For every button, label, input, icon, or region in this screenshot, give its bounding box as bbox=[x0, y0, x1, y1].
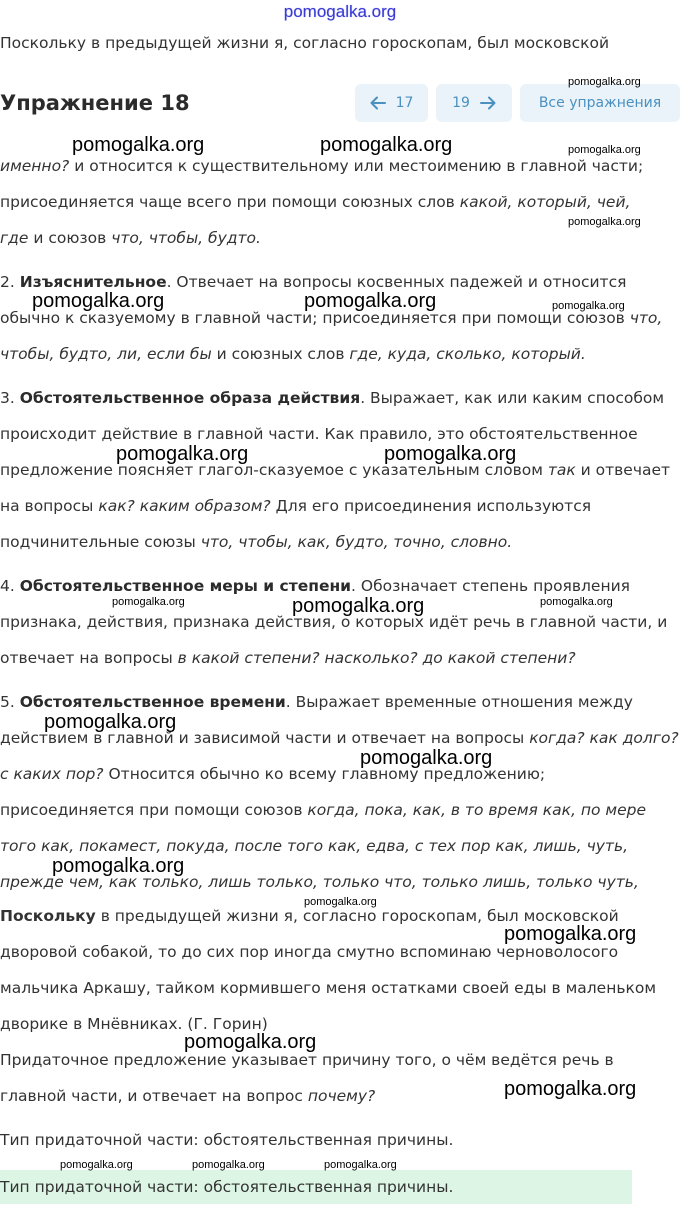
section-1-text: и относится к существительному или местоимению в главной части; bbox=[69, 157, 644, 175]
watermark: pomogalka.org bbox=[184, 1031, 317, 1053]
example-bold-word: Поскольку bbox=[0, 907, 96, 925]
section-number: 2. bbox=[0, 273, 20, 291]
section-2 bbox=[0, 264, 680, 372]
italic-question: именно? bbox=[0, 157, 70, 175]
watermark: pomogalka.org bbox=[304, 896, 377, 908]
next-exercise-button[interactable] bbox=[436, 84, 512, 122]
intro-line: Поскольку в предыдущей жизни я, согласно гороскопам, был московской bbox=[0, 34, 610, 52]
exercise-header bbox=[0, 82, 680, 126]
section-1-text-b: присоединяется чаще всего при помощи союзных слов bbox=[0, 193, 460, 211]
section-4 bbox=[0, 568, 680, 676]
watermark: pomogalka.org bbox=[568, 144, 641, 156]
section-title: Обстоятельственное образа действия bbox=[19, 389, 361, 407]
watermark: pomogalka.org bbox=[540, 596, 613, 608]
watermark: pomogalka.org bbox=[112, 596, 185, 608]
answer-highlight-box: Тип придаточной части: обстоятельственная причины. bbox=[0, 1170, 632, 1204]
section-italic: так bbox=[547, 461, 576, 479]
section-1 bbox=[0, 148, 680, 256]
watermark: pomogalka.org bbox=[324, 1159, 397, 1171]
page-title: Упражнение 18 bbox=[0, 91, 190, 115]
section-text: и союзных слов bbox=[211, 345, 350, 363]
example-text: в предыдущей жизни я, согласно гороскопам, был московской дворовой собакой, то до сих пор иногда смутно вспоминаю черноволосого мальчика Аркашу, тайком кормившего меня остатками своей еды в маленьком дворике в Мнёвниках. (Г. Горин) bbox=[0, 907, 657, 1033]
example-sentence bbox=[0, 898, 680, 1042]
all-exercises-label: Все упражнения bbox=[538, 95, 662, 111]
watermark: pomogalka.org bbox=[568, 76, 641, 88]
section-number: 3. bbox=[0, 389, 20, 407]
answer-line: Тип придаточной части: обстоятельственная причины. bbox=[0, 1131, 454, 1149]
explanation-text: Придаточное предложение указывает причину того, о чём ведётся речь в главной части, и отвечает на вопрос bbox=[0, 1051, 614, 1105]
all-exercises-button[interactable] bbox=[520, 84, 680, 122]
section-text: Относится обычно ко всему главному предложению; присоединяется при помощи союзов bbox=[0, 765, 546, 819]
section-italic: как? каким образом? bbox=[98, 497, 271, 515]
section-italic: где, куда, сколько, который. bbox=[349, 345, 586, 363]
section-text: . Отвечает на вопросы косвенных падежей и относится обычно к сказуемому в главной части; присоединяется при помощи союзов bbox=[0, 273, 630, 327]
section-1-words: какой, который, чей, bbox=[459, 193, 631, 211]
section-title: Обстоятельственное меры и степени bbox=[19, 577, 352, 595]
watermark: pomogalka.org bbox=[292, 595, 425, 617]
watermark: pomogalka.org bbox=[504, 1078, 637, 1100]
section-text: и отвечает на вопросы bbox=[0, 461, 671, 515]
section-text: . Обозначает степень проявления признака, действия, признака действия, о которых идёт речь в главной части, и отвечает на вопросы bbox=[0, 577, 668, 667]
section-number: 5. bbox=[0, 693, 20, 711]
section-1-conjunctions: что, чтобы, будто. bbox=[111, 229, 261, 247]
section-1-text-c: и союзов bbox=[28, 229, 112, 247]
arrow-left-icon bbox=[370, 96, 386, 110]
site-watermark: pomogalka.org bbox=[283, 2, 397, 21]
section-italic: когда, пока, как, в то время как, по мере того как, покамест, покуда, после того как, едва, с тех пор как, лишь, чуть, прежде чем, как только, лишь только, только что, только лишь, только чуть, bbox=[0, 801, 647, 891]
watermark: pomogalka.org bbox=[568, 216, 641, 228]
prev-exercise-button[interactable] bbox=[355, 84, 428, 122]
section-italic: что, чтобы, будто, ли, если бы bbox=[0, 309, 663, 363]
section-text: . Выражает, как или каким способом происходит действие в главной части. Как правило, это обстоятельственное предложение поясняет глагол-сказуемое с указательным словом bbox=[0, 389, 665, 479]
section-text: Для его присоединения используются подчинительные союзы bbox=[0, 497, 592, 551]
section-3 bbox=[0, 380, 680, 560]
explanation-question: почему? bbox=[307, 1087, 376, 1105]
section-title: Изъяснительное bbox=[19, 273, 167, 291]
section-text: . Выражает временные отношения между действием в главной и зависимой части и отвечает на вопросы bbox=[0, 693, 633, 747]
watermark: pomogalka.org bbox=[32, 290, 165, 312]
prev-exercise-label: 17 bbox=[395, 95, 414, 111]
section-title: Обстоятельственное времени bbox=[19, 693, 286, 711]
section-italic: когда? как долго? с каких пор? bbox=[0, 729, 679, 783]
watermark: pomogalka.org bbox=[304, 290, 437, 312]
theory-text bbox=[0, 148, 680, 908]
watermark: pomogalka.org bbox=[320, 134, 453, 156]
section-number: 4. bbox=[0, 577, 20, 595]
watermark: pomogalka.org bbox=[52, 855, 185, 877]
section-italic: в какой степени? насколько? до какой степени? bbox=[177, 649, 576, 667]
watermark: pomogalka.org bbox=[116, 443, 249, 465]
watermark: pomogalka.org bbox=[192, 1159, 265, 1171]
watermark: pomogalka.org bbox=[44, 711, 177, 733]
watermark: pomogalka.org bbox=[552, 300, 625, 312]
watermark: pomogalka.org bbox=[60, 1159, 133, 1171]
watermark: pomogalka.org bbox=[72, 134, 205, 156]
watermark: pomogalka.org bbox=[384, 443, 517, 465]
section-italic: что, чтобы, как, будто, точно, словно. bbox=[200, 533, 513, 551]
next-exercise-label: 19 bbox=[452, 95, 470, 111]
watermark: pomogalka.org bbox=[360, 747, 493, 769]
arrow-right-icon bbox=[480, 96, 496, 110]
section-1-where: где bbox=[0, 229, 29, 247]
watermark: pomogalka.org bbox=[504, 923, 637, 945]
